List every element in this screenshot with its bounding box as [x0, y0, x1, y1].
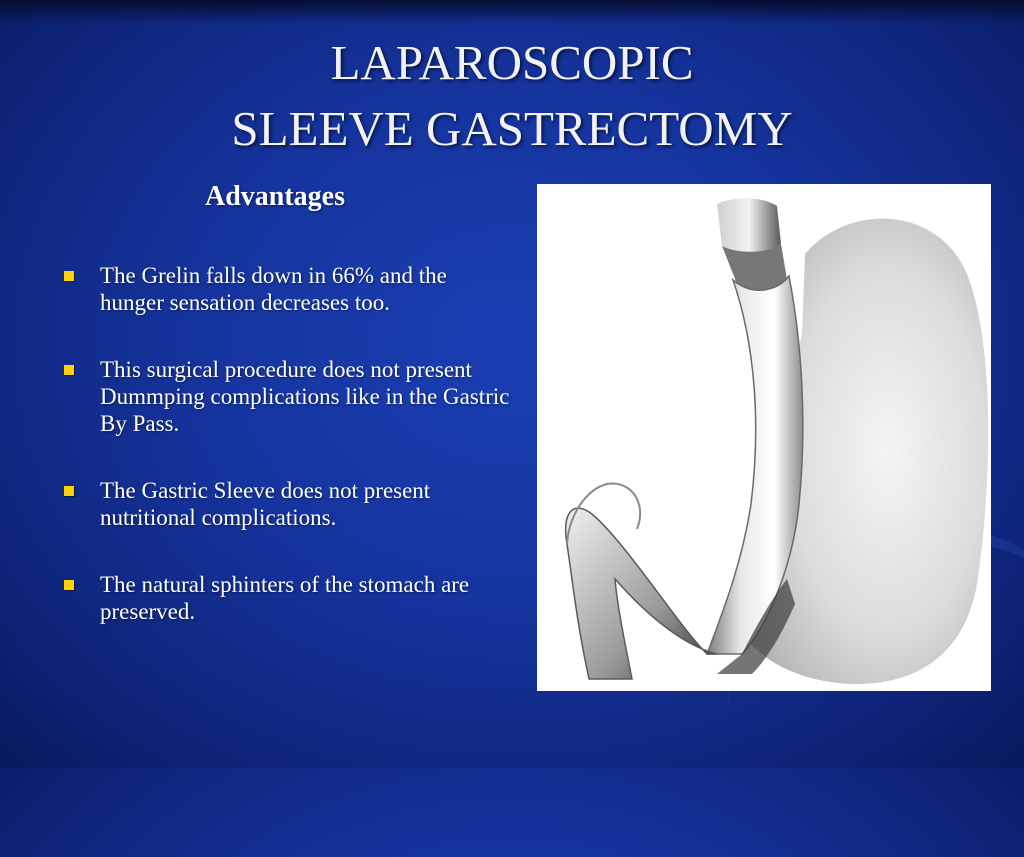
stomach-sleeve-icon [537, 184, 991, 691]
square-bullet-icon [64, 271, 74, 281]
bullet-item [62, 571, 512, 625]
bullet-text: This surgical procedure does not present Dummping complications like in the Gastric By Pass. [100, 357, 510, 436]
bullet-text: The Grelin falls down in 66% and the hunger sensation decreases too. [100, 263, 447, 315]
bullet-item [62, 477, 512, 531]
slide-title [0, 30, 1024, 162]
title-line-1: LAPAROSCOPIC [330, 35, 694, 90]
square-bullet-icon [64, 365, 74, 375]
square-bullet-icon [64, 486, 74, 496]
square-bullet-icon [64, 580, 74, 590]
bullet-text: The natural sphinters of the stomach are preserved. [100, 572, 470, 624]
slide-top-band [0, 0, 1024, 24]
title-line-2: SLEEVE GASTRECTOMY [231, 101, 793, 156]
stomach-illustration [537, 184, 991, 691]
bullet-item [62, 262, 512, 316]
bullet-item [62, 356, 512, 437]
advantages-list [62, 262, 512, 665]
advantages-heading: Advantages [204, 181, 345, 212]
bullet-text: The Gastric Sleeve does not present nutritional complications. [100, 478, 431, 530]
